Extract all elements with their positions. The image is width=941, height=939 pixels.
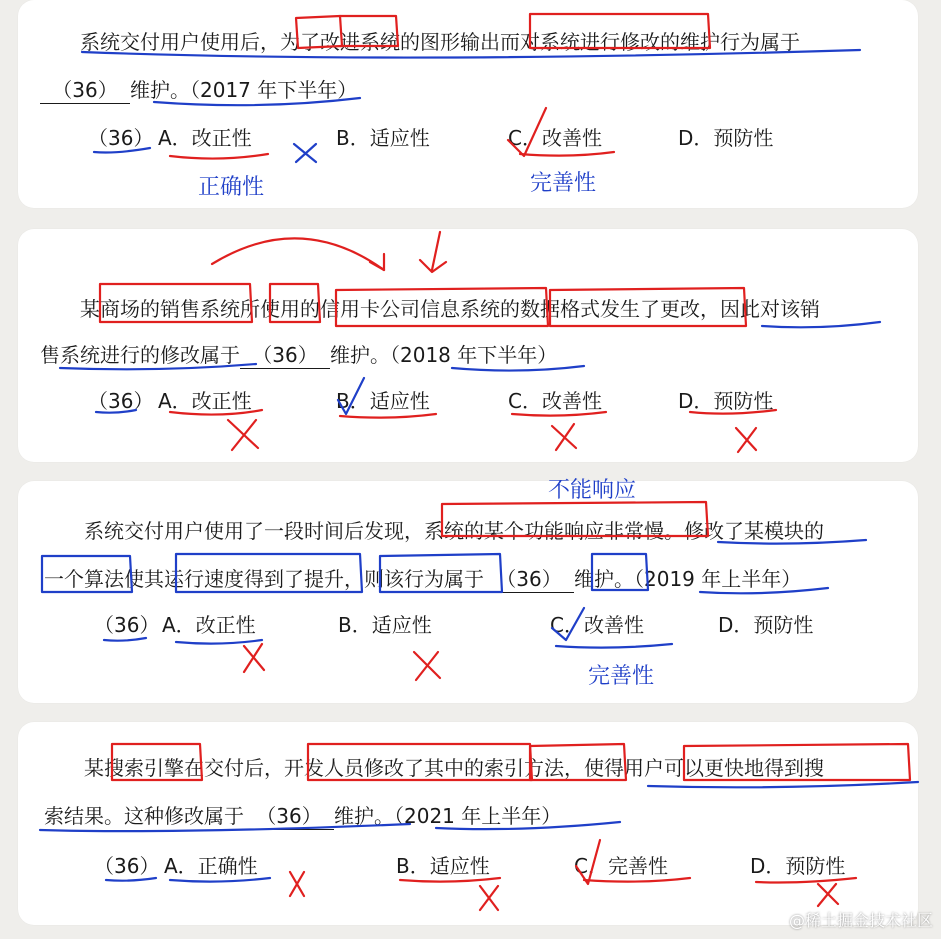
stem-head: 售系统进行的修改属于 (40, 343, 240, 367)
stem-tail: 维护。（2018 年下半年） (330, 343, 558, 367)
watermark: @稀土掘金技术社区 (788, 911, 933, 930)
answer-blank: （36） (244, 800, 334, 830)
question-card-1 (18, 0, 918, 208)
option-number: （36） (88, 389, 154, 413)
answer-blank: （36） (40, 74, 130, 104)
question-stem-line-1: 系统交付用户使用了一段时间后发现，系统的某个功能响应非常慢。修改了某模块的 (84, 519, 824, 543)
option-number: （36） (94, 854, 160, 878)
question-stem-line-2 (40, 74, 357, 104)
stem-tail: 维护。（2021 年上半年） (334, 804, 562, 828)
handwritten-note: 正确性 (198, 175, 265, 200)
option-number: （36） (94, 613, 160, 637)
option-b: B．适应性 (396, 854, 490, 878)
handwritten-note-top: 不能响应 (548, 478, 637, 503)
option-c: C．改善性 (550, 613, 644, 637)
option-d: D．预防性 (678, 389, 774, 413)
stem-tail: 维护。（2019 年上半年） (574, 567, 802, 591)
question-card-4 (18, 722, 918, 925)
question-stem-line-1: 某商场的销售系统所使用的信用卡公司信息系统的数据格式发生了更改，因此对该销 (80, 297, 820, 321)
answer-blank: （36） (240, 339, 330, 369)
question-stem-line-1: 某搜索引擎在交付后，开发人员修改了其中的索引方法，使得用户可以更快地得到搜 (84, 756, 824, 780)
handwritten-note: 完善性 (588, 664, 655, 689)
question-stem-line-2 (44, 800, 561, 830)
option-b: B．适应性 (338, 613, 432, 637)
option-d: D．预防性 (718, 613, 814, 637)
option-c: C．改善性 (508, 389, 602, 413)
stem-head: 索结果。这种修改属于 (44, 804, 244, 828)
option-a: A．改正性 (162, 613, 256, 637)
question-card-2 (18, 229, 918, 462)
question-card-3 (18, 478, 918, 703)
answer-blank: （36） (484, 563, 574, 593)
stem-head: 一个算法使其运行速度得到了提升，则该行为属于 (44, 567, 484, 591)
option-c: C．改善性 (508, 126, 602, 150)
option-a: A．正确性 (164, 854, 258, 878)
option-a: A．改正性 (158, 126, 252, 150)
option-number: （36） (88, 126, 154, 150)
question-stem-line-2 (44, 563, 801, 593)
option-d: D．预防性 (750, 854, 846, 878)
stem-tail: 维护。（2017 年下半年） (130, 78, 358, 102)
option-d: D．预防性 (678, 126, 774, 150)
handwritten-note-2: 完善性 (530, 171, 597, 196)
question-stem-line-1: 系统交付用户使用后，为了改进系统的图形输出而对系统进行修改的维护行为属于 (80, 30, 800, 54)
option-b: B．适应性 (336, 389, 430, 413)
question-stem-line-2 (40, 339, 557, 369)
option-b: B．适应性 (336, 126, 430, 150)
option-a: A．改正性 (158, 389, 252, 413)
option-c: C．完善性 (574, 854, 668, 878)
